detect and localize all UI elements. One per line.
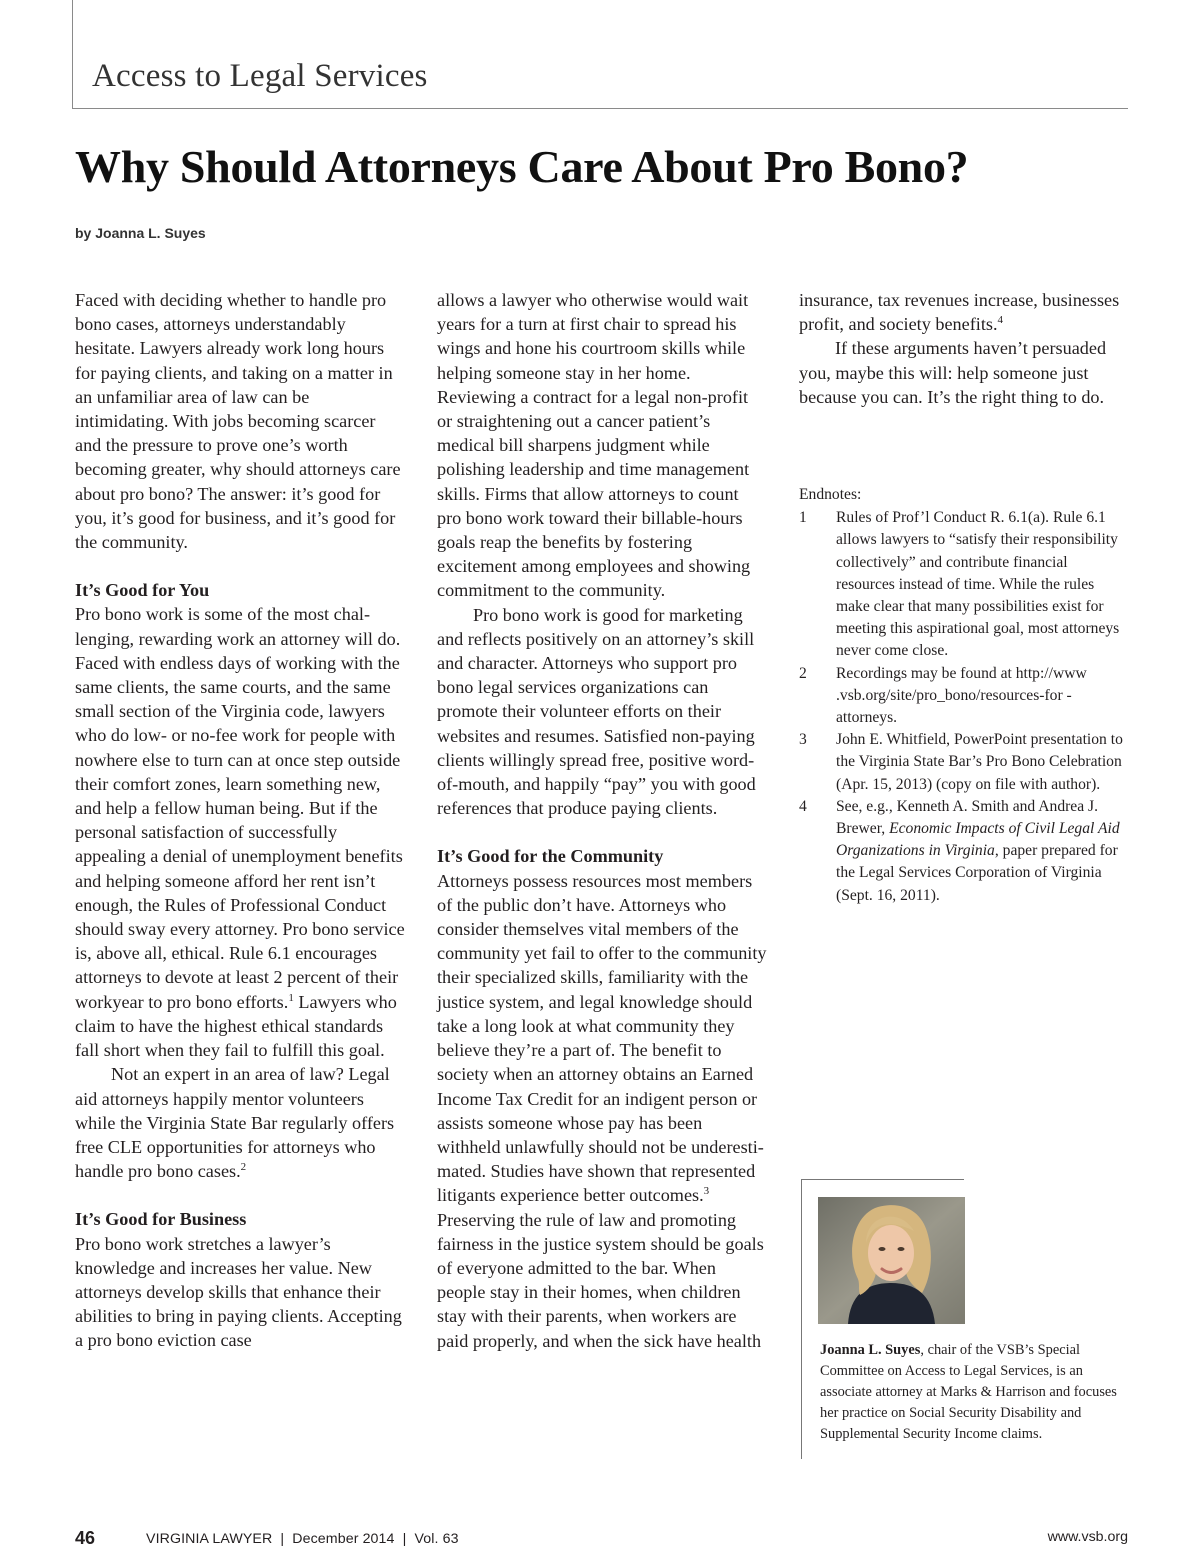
endnote-number: 1	[799, 509, 807, 527]
good-for-business-paragraph-1-continued: allows a lawyer who otherwise would wait years for a turn at first chair to spread his wings and hone his courtroom skills while helping someone stay in her home. Reviewing a contract for a legal non-profit or straightening out a cancer patient’s medical bill sharpens judgment while polishing leadership and time management skills. Firms that allow attorneys to count pro bono work toward their billable-hours goals reap the benefits by fostering excitement among employees and showing commitment to the community.	[437, 290, 751, 601]
endnote-number: 2	[799, 664, 807, 682]
byline: by Joanna L. Suyes	[75, 225, 206, 241]
good-for-community-paragraph-1-continued: insurance, tax revenues increase, businesses profit, and society benefits.$^4$	[799, 290, 1120, 335]
good-for-community-paragraph-1: Attorneys possess resources most members of the public don’t have. Attorneys who consider themselves vital members of the community yet fail to offer to the community their specialized skills, familiarity with the justice system, and legal knowledge should take a long look at what community they believe they’re a part of. The benefit to society when an attorney obtains an Earned Income Tax Credit for an indigent person or assists someone whose pay has been withheld unlawfully should not be underestimated. Studies have shown that represented litigants experience better outcomes.$^3$ Preserving the rule of law and promoting fairness in the justice system should be goals of everyone admitted to the bar. When people stay in their homes, when children stay with their parents, when workers are paid properly, and when the sick have health	[437, 870, 767, 1351]
column-3	[799, 288, 1129, 409]
endnote-1	[799, 507, 1129, 662]
endnote-3	[799, 729, 1129, 796]
endnote-text: Rules of Prof’l Conduct R. 6.1(a). Rule 6.1 allows lawyers to “satisfy their responsibility collectively” and contribute financial resources instead of time. While the rules make clear that many possibilities exist for meeting this aspirational goal, most attorneys never come close.	[836, 509, 1120, 660]
endnote-ref-2: 2	[240, 1161, 247, 1174]
endnote-4	[799, 796, 1129, 907]
section-rule-vertical	[72, 0, 73, 108]
endnote-number: 4	[799, 797, 807, 815]
author-photo	[818, 1197, 965, 1324]
closing-paragraph: If these arguments haven’t persuaded you, maybe this will: help someone just because you can. It’s the right thing to do.	[799, 338, 1107, 407]
endnote-text: Recordings may be found at http://www .vsb.org/site/pro_bono/resources-for -attorneys.	[836, 664, 1087, 727]
heading-good-for-community: It’s Good for the Community	[437, 846, 664, 867]
bio-rule-vertical	[801, 1179, 802, 1459]
endnote-2	[799, 663, 1129, 730]
endnote-ref-4: 4	[997, 314, 1003, 327]
good-for-business-paragraph-2: Pro bono work is good for marketing and reflects positively on an attorney’s skill and character. Attorneys who support pro bono legal services organizations can promote their volunteer efforts on their websites and resumes. Satisfied non-paying clients willingly spread free, positive word-of-mouth, and happily “pay” you with good references that produce paying clients.	[437, 604, 756, 819]
article-title: Why Should Attorneys Care About Pro Bono?	[75, 141, 969, 192]
website-link[interactable]: www.vsb.org	[1047, 1529, 1128, 1545]
column-1	[75, 288, 405, 1353]
page-number: 46	[75, 1528, 96, 1548]
endnote-number: 3	[799, 731, 807, 749]
section-heading: Access to Legal Services	[92, 58, 428, 94]
intro-paragraph: Faced with deciding whether to handle pro bono cases, attorneys understandably hesitate. Lawyers already work long hours for paying clients, and taking on a matter in an unfamiliar area of law can be intimidating. With jobs becoming scarcer and the pressure to prove one’s worth becoming greater, why should attorneys care about pro bono? The answer: it’s good for you, it’s good for business, and it’s good for the community.	[75, 290, 401, 553]
cited-paper-title: Economic Impacts of Civil Legal Aid Organizations in Virginia	[836, 820, 1120, 860]
endnotes	[799, 484, 1129, 907]
author-bio: Joanna L. Suyes, chair of the VSB’s Special Committee on Access to Legal Services, is an associate attorney at Marks & Harrison and focuses her practice on Social Security Disability and Supplemental Security Income claims.	[820, 1342, 1117, 1442]
endnote-text: See, e.g., Kenneth A. Smith and Andrea J. Brewer, Economic Impacts of Civil Legal Aid Organizations in Virginia, paper prepared for the Legal Services Corporation of Virginia (Sept. 16, 2011).	[836, 797, 1120, 904]
endnotes-label: Endnotes:	[799, 486, 862, 503]
heading-good-for-you: It’s Good for You	[75, 580, 210, 601]
good-for-you-paragraph-2: Not an expert in an area of law? Legal aid attorneys happily mentor volunteers while the Virginia State Bar regularly offers free CLE opportunities for attorneys who handle pro bono cases.$^2$	[75, 1064, 395, 1182]
publication-info: VIRGINIA LAWYER | December 2014 | Vol. 63	[146, 1531, 459, 1547]
endnote-ref-3: 3	[703, 1185, 710, 1198]
column-2	[437, 288, 767, 1353]
endnote-text: John E. Whitfield, PowerPoint presentation to the Virginia State Bar’s Pro Bono Celebration (Apr. 15, 2013) (copy on file with author).	[836, 731, 1123, 793]
good-for-you-paragraph-1: Pro bono work is some of the most challenging, rewarding work an attorney will do. Faced with endless days of working with the same clients, the same courts, and the same small section of the Virginia code, lawyers who do low- or no-fee work for people with nowhere else to turn can at once step outside their comfort zones, learn something new, and help a fellow human being. But if the personal satisfaction of successfully appealing a denial of unemployment benefits and helping someone afford her rent isn’t enough, the Rules of Professional Conduct should sway every attorney. Pro bono service is, above all, ethical. Rule 6.1 encourages attorneys to devote at least 2 percent of their workyear to pro bono efforts.$^1$ Lawyers who claim to have the highest ethical standards fall short when they fail to fulfill this goal.	[75, 604, 405, 1061]
good-for-business-paragraph-1: Pro bono work stretches a lawyer’s knowledge and increases her value. New attorneys develop skills that enhance their abilities to bring in paying clients. Accepting a pro bono eviction case	[75, 1233, 402, 1351]
heading-good-for-business: It’s Good for Business	[75, 1209, 247, 1230]
section-rule-horizontal	[72, 108, 1128, 109]
endnote-ref-1: 1	[288, 991, 294, 1004]
author-name: Joanna L. Suyes	[820, 1342, 921, 1358]
bio-rule-horizontal	[801, 1179, 964, 1180]
